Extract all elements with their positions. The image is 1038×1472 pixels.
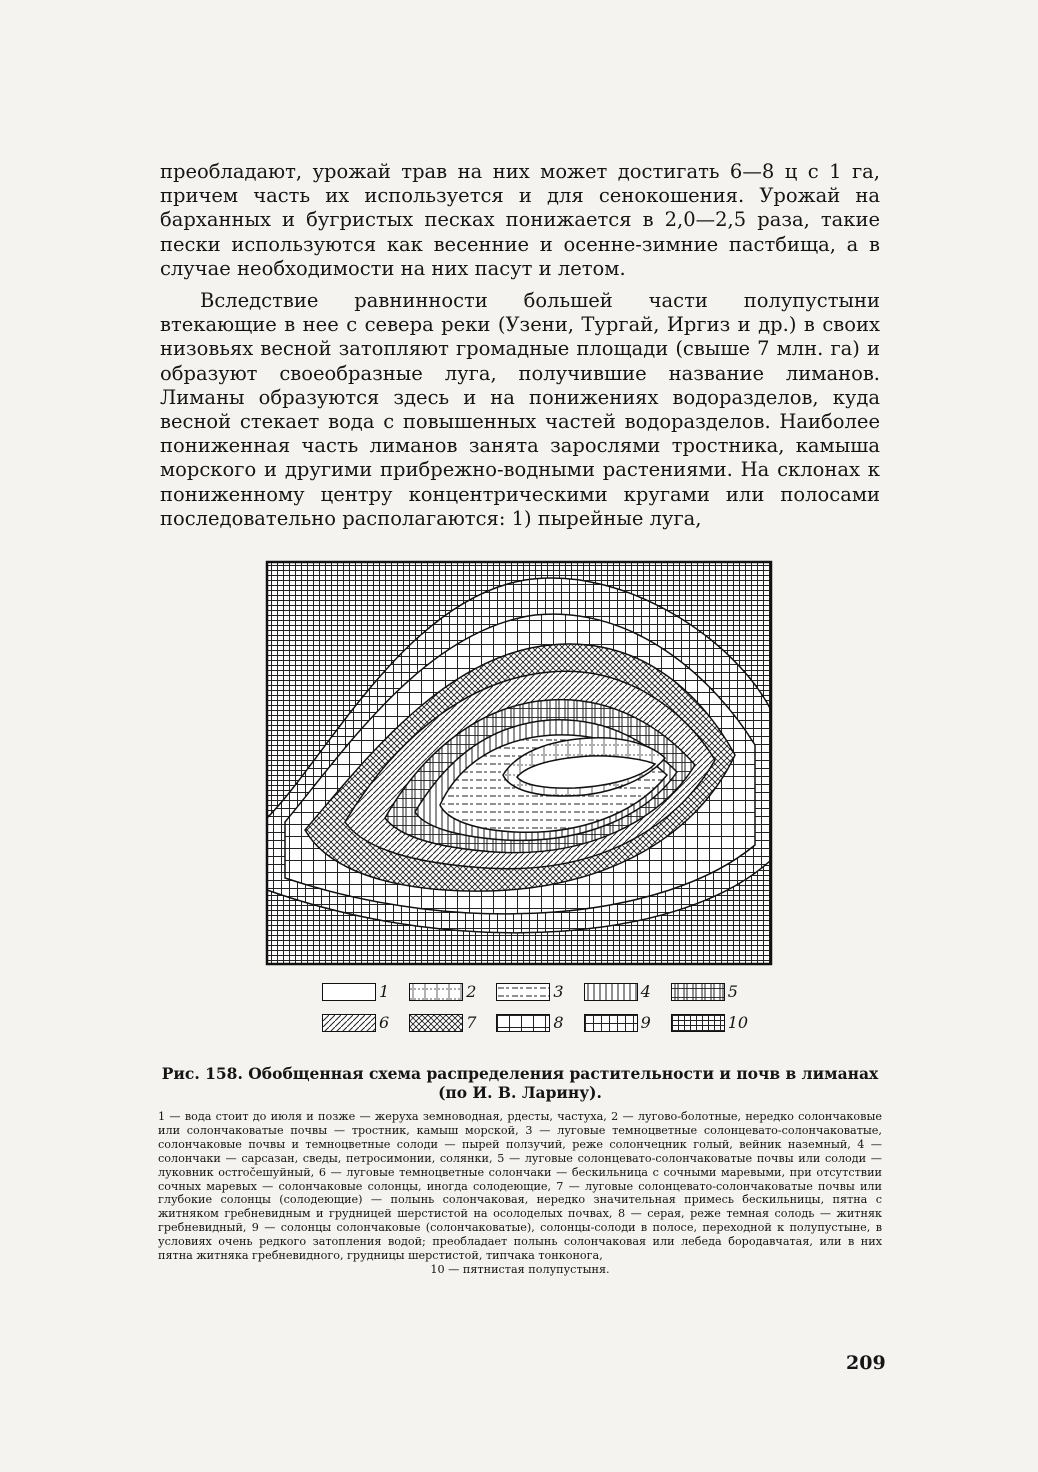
paragraph-1: преобладают, урожай трав на них может достигать 6—8 ц с 1 га, причем часть их используется и для сенокошения. Урожай на барханных и бугристых песках понижается в 2,0—2,5 раза, такие пески используются как весенние и осенне-зимние пастбища, а в случае необходимости на них пасут и летом. xyxy=(160,160,880,280)
note-tail: 10 — пятнистая полупустыня. xyxy=(430,1262,610,1276)
legend-item-8: 8 xyxy=(496,1013,563,1032)
page-number: 209 xyxy=(846,1352,886,1374)
legend-item-6: 6 xyxy=(322,1013,389,1032)
legend-swatch-4 xyxy=(584,983,638,1001)
legend-swatch-8 xyxy=(496,1014,550,1032)
legend-swatch-7 xyxy=(409,1014,463,1032)
liman-schema-figure xyxy=(265,560,773,968)
legend-item-10: 10 xyxy=(671,1013,748,1032)
paragraph-2: Вследствие равнинности большей части полупустыни втекающие в нее с севера реки (Узени, Тургай, Иргиз и др.) в своих низовьях весной затопляют громадные площади (свыше 7 млн. га) и образуют своеобразные луга, получившие название лиманов. Лиманы образуются здесь и на понижениях водоразделов, куда весной стекает вода с повышенных частей водоразделов. Наиболее пониженная часть лиманов занята зарослями тростника, камыша морского и другими прибрежно-водными растениями. На склонах к пониженному центру концентрическими кругами или полосами последовательно располагаются: 1) пырейные луга, xyxy=(160,289,880,530)
legend-swatch-6 xyxy=(322,1014,376,1032)
legend-item-1: 1 xyxy=(322,982,389,1001)
legend-swatch-5 xyxy=(671,983,725,1001)
figure-caption xyxy=(158,1064,882,1102)
body-text xyxy=(160,160,880,531)
figure-note xyxy=(158,1110,882,1277)
legend-item-2: 2 xyxy=(409,982,476,1001)
legend-swatch-1 xyxy=(322,983,376,1001)
legend-item-7: 7 xyxy=(409,1013,476,1032)
legend-item-3: 3 xyxy=(496,982,563,1001)
note-text: 1 — вода стоит до июля и позже — жеруха земноводная, рдесты, частуха, 2 — лугово-болотные, нередко солончаковые или солончаковатые почвы — тростник, камыш морской, 3 — луговые темноцветные солонцевато-солончаковатые, солончаковые почвы и темноцветные солоди — пырей ползучий, реже солончецник голый, вейник наземный, 4 — солончаки — сарсазан, сведы, петросимонии, солянки, 5 — луговые солонцевато-солончаковатые почвы или солоди — луковник остročешуйный, 6 — луговые темноцветные солончаки — бескильница с сочными маревыми, при отсутствии сочных маревых — солончаковые солонцы, иногда солодеющие, 7 — луговые солонцевато-солончаковатые почвы или глубокие солонцы (солодеющие) — полынь солончаковая, нередко значительная примесь бескильницы, пятна с житняком гребневидным и грудницей шерстистой на осолоделых почвах, 8 — серая, реже темная солодь — житняк гребневидный, 9 — солонцы солончаковые (солончаковатые), солонцы-солоди в полосе, переходной к полупустыне, в условиях очень редкого затопления водой; преобладает полынь солончаковая или лебеда бородавчатая, или в них пятна житняка гребневидного, грудницы шерстистой, типчака тонконога, xyxy=(158,1110,882,1263)
legend-swatch-9 xyxy=(584,1014,638,1032)
legend-swatch-10 xyxy=(671,1014,725,1032)
legend-swatch-3 xyxy=(496,983,550,1001)
caption-line-1: Рис. 158. Обобщенная схема распределения растительности и почв в лиманах xyxy=(161,1064,879,1083)
figure-legend xyxy=(322,982,782,1044)
legend-item-4: 4 xyxy=(584,982,651,1001)
caption-line-2: (по И. В. Ларину). xyxy=(438,1083,602,1102)
legend-swatch-2 xyxy=(409,983,463,1001)
legend-item-5: 5 xyxy=(671,982,738,1001)
legend-item-9: 9 xyxy=(584,1013,651,1032)
